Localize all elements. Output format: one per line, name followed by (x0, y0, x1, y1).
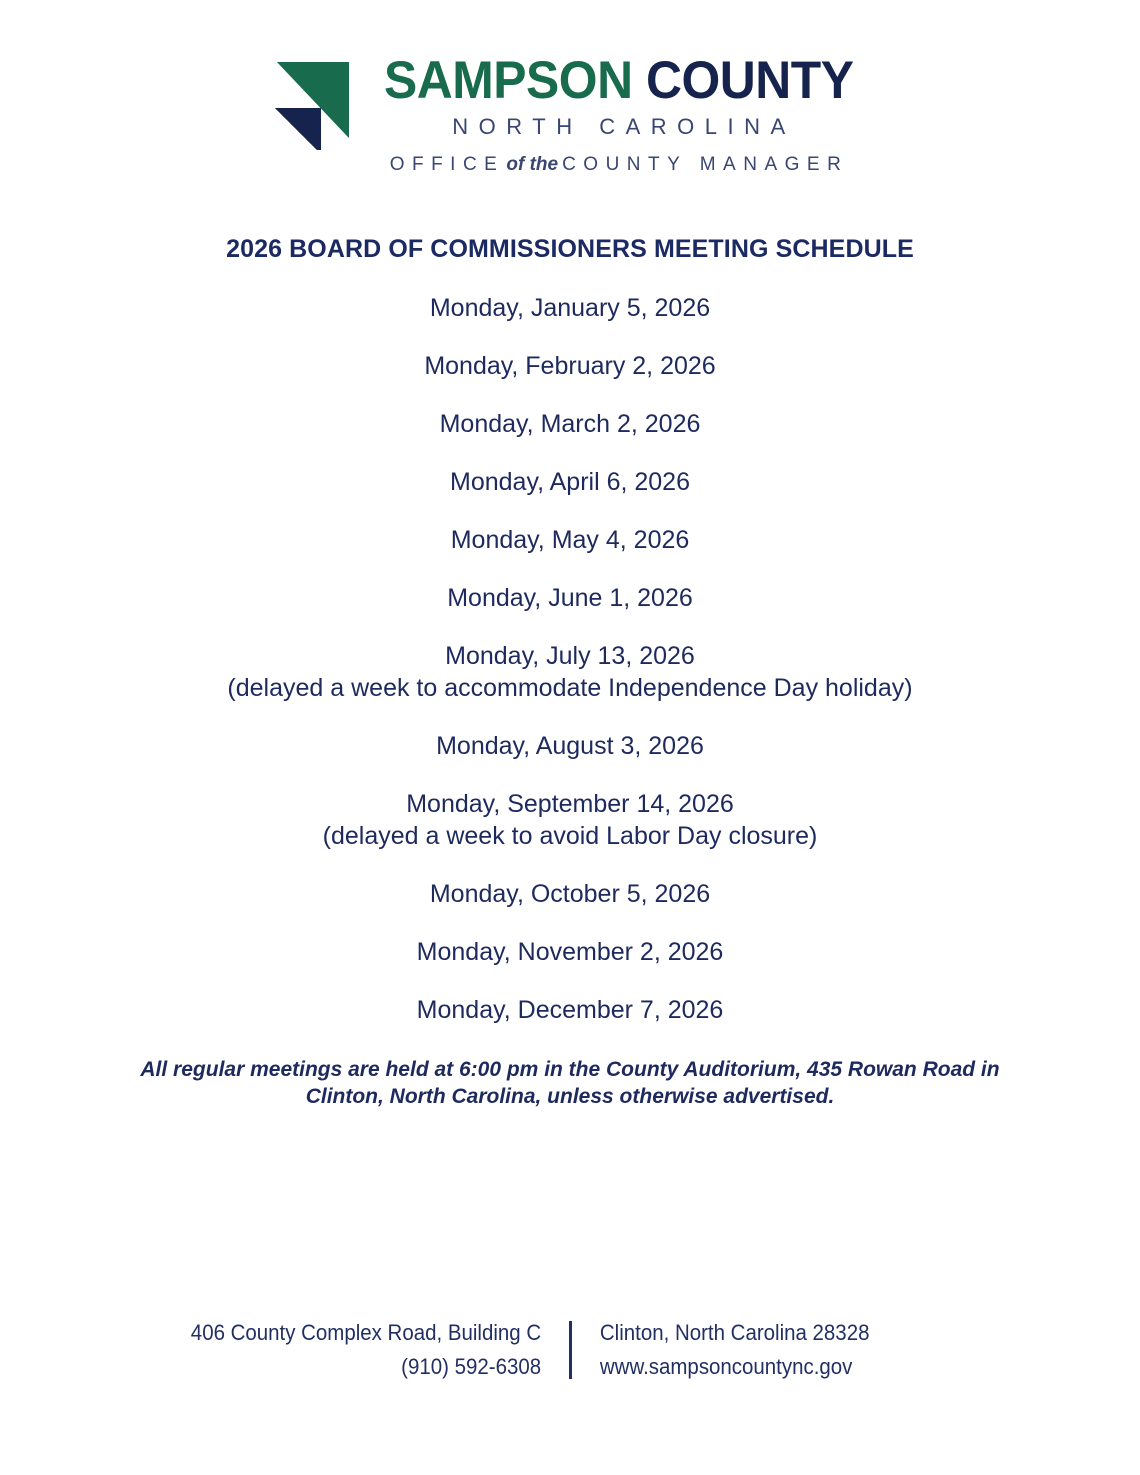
list-item (323, 788, 818, 852)
meeting-date: Monday, March 2, 2026 (439, 409, 701, 438)
footer-street-address: 406 County Complex Road, Building C (190, 1320, 541, 1345)
meeting-date: Monday, January 5, 2026 (429, 293, 711, 322)
wordmark-sampson: SAMPSON (384, 51, 633, 110)
list-item (430, 878, 710, 910)
list-item (227, 640, 912, 704)
list-item (436, 730, 704, 762)
footer-address-block (169, 1316, 569, 1384)
list-item (450, 466, 690, 498)
meeting-date: Monday, December 7, 2026 (416, 995, 724, 1024)
meeting-note: (delayed a week to avoid Labor Day closure) (322, 821, 818, 850)
list-item (451, 524, 690, 556)
meeting-date: Monday, September 14, 2026 (406, 789, 734, 818)
letterhead (0, 0, 1140, 179)
footer-phone: (910) 592-6308 (400, 1354, 541, 1380)
meeting-date: Monday, July 13, 2026 (445, 641, 695, 670)
meeting-schedule-list (0, 292, 1140, 1026)
list-item (417, 936, 724, 968)
meeting-date: Monday, April 6, 2026 (450, 467, 690, 496)
sampson-county-triangles-logo-icon (271, 58, 355, 150)
list-item (440, 408, 701, 440)
list-item (447, 582, 693, 614)
page-footer (0, 1316, 1140, 1384)
meeting-note: (delayed a week to accommodate Independence Day holiday) (227, 673, 913, 702)
meeting-date: Monday, February 2, 2026 (424, 351, 716, 380)
footer-website: www.sampsoncountync.gov (599, 1354, 852, 1380)
page-title: 2026 BOARD OF COMMISSIONERS MEETING SCHEDULE (226, 234, 914, 263)
footer-contact-block (572, 1316, 972, 1384)
logo-row (271, 52, 869, 179)
wordmark (369, 52, 869, 179)
list-item (424, 350, 715, 382)
meeting-date: Monday, October 5, 2026 (429, 879, 711, 908)
office-label: OFFICE (389, 154, 505, 176)
list-item (430, 292, 710, 324)
office-of-the: of the (506, 154, 559, 176)
meeting-date: Monday, June 1, 2026 (447, 583, 693, 612)
wordmark-primary (384, 51, 854, 110)
wordmark-office-line (390, 152, 849, 179)
wordmark-state: NORTH CAROLINA (452, 114, 796, 140)
office-county-manager: COUNTY MANAGER (562, 154, 849, 176)
list-item (417, 994, 724, 1026)
meeting-date: Monday, November 2, 2026 (416, 937, 724, 966)
meeting-location-footnote: All regular meetings are held at 6:00 pm in the County Auditorium, 435 Rowan Road in Clinton, North Carolina, unless otherwise advertised. (140, 1057, 1000, 1109)
wordmark-county: COUNTY (646, 51, 854, 110)
meeting-date: Monday, August 3, 2026 (436, 731, 704, 760)
meeting-date: Monday, May 4, 2026 (450, 525, 690, 554)
footer-city-state-zip: Clinton, North Carolina 28328 (599, 1320, 869, 1345)
